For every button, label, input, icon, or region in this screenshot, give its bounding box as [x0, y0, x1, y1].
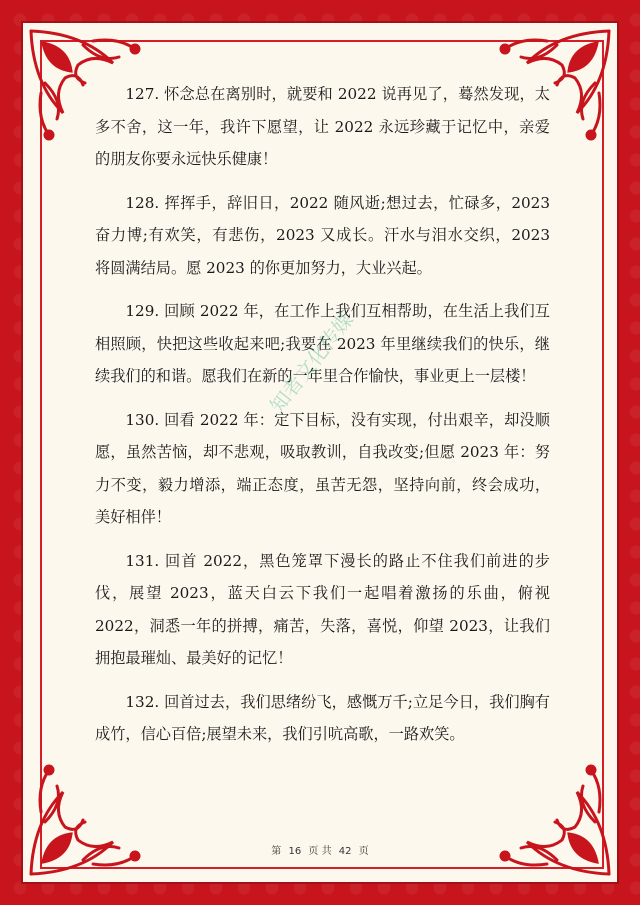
paragraph-130: 130. 回看 2022 年：定下目标，没有实现，付出艰辛，却没顺愿，虽然苦恼，却不悲观，吸取教训，自我改变;但愿 2023 年：努力不变，毅力增添，端正态度，虽苦无怨，坚持向前，终会成功，美好相伴！: [95, 410, 550, 526]
corner-ornament-icon: [23, 752, 153, 882]
footer-current-page: 16: [288, 846, 302, 857]
paragraph-128: 128. 挥挥手，辞旧日，2022 随风逝;想过去，忙碌多，2023 奋力博;有欢笑，有悲伤，2023 又成长。汗水与泪水交织，2023 将圆满结局。愿 2023 的你更加努力，大业兴起。: [95, 193, 550, 277]
paragraph-127: 127. 怀念总在离别时，就要和 2022 说再见了，蓦然发现，太多不舍，这一年，我许下愿望，让 2022 永远珍藏于记忆中，亲爱的朋友你要永远快乐健康！: [95, 85, 550, 168]
watermark-text: 知者文化传媒: [265, 307, 358, 418]
footer-prefix: 第: [271, 846, 282, 857]
footer-suffix: 页: [358, 846, 369, 857]
footer-total-pages: 42: [338, 846, 352, 857]
paragraph-132: 132. 回首过去，我们思绪纷飞，感慨万千;立足今日，我们胸有成竹，信心百倍;展望未来，我们引吭高歌，一路欢笑。: [95, 692, 550, 743]
page-footer: [0, 842, 640, 857]
paragraph-131: 131. 回首 2022，黑色笼罩下漫长的路止不住我们前进的步伐，展望 2023，蓝天白云下我们一起唱着激扬的乐曲，俯视 2022，洞悉一年的拼搏，痛苦，失落，喜悦，仰望 2023，让我们拥抱最璀灿、最美好的记忆！: [95, 551, 550, 667]
document-body: [95, 78, 550, 762]
paragraph-129: 129. 回顾 2022 年，在工作上我们互相帮助，在生活上我们互相照顾，快把这些收起来吧;我要在 2023 年里继续我们的快乐，继续我们的和谐。愿我们在新的一年里合作愉快，事业更上一层楼！: [95, 302, 550, 385]
corner-ornament-icon: [487, 752, 617, 882]
footer-middle: 页 共: [308, 846, 332, 857]
